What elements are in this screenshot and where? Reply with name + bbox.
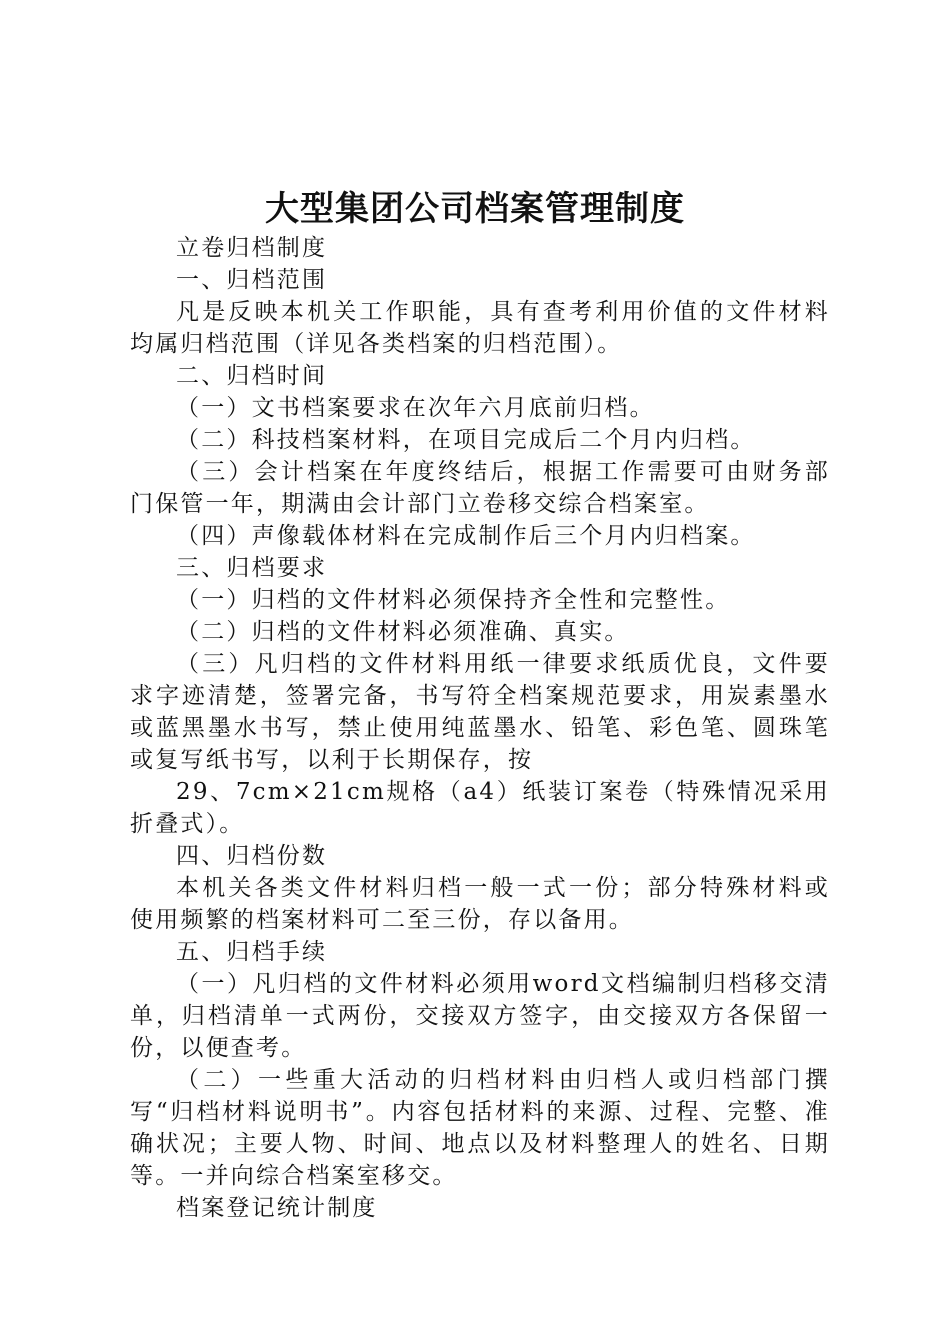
body-paragraph: （三）会计档案在年度终结后，根据工作需要可由财务部门保管一年，期满由会计部门立卷移交综合档案室。 bbox=[130, 459, 830, 517]
body-paragraph: 29、7cm×21cm规格（a4）纸装订案卷（特殊情况采用折叠式）。 bbox=[130, 779, 830, 837]
body-paragraph: （一）文书档案要求在次年六月底前归档。 bbox=[176, 395, 655, 421]
body-paragraph: （二）一些重大活动的归档材料由归档人或归档部门撰写“归档材料说明书”。内容包括材料的来源、过程、完整、准确状况；主要人物、时间、地点以及材料整理人的姓名、日期等。一并向综合档案室移交。 bbox=[130, 1067, 830, 1189]
body-paragraph: （一）凡归档的文件材料必须用word文档编制归档移交清单，归档清单一式两份，交接双方签字，由交接双方各保留一份，以便查考。 bbox=[130, 971, 830, 1061]
body-paragraph: 本机关各类文件材料归档一般一式一份；部分特殊材料或使用频繁的档案材料可二至三份，存以备用。 bbox=[130, 875, 830, 933]
subsection-heading: 二、归档时间 bbox=[176, 363, 328, 389]
document-title: 大型集团公司档案管理制度 bbox=[265, 189, 685, 229]
body-paragraph: （四）声像载体材料在完成制作后三个月内归档案。 bbox=[176, 523, 756, 549]
body-paragraph: （三）凡归档的文件材料用纸一律要求纸质优良，文件要求字迹清楚，签署完备，书写符全档案规范要求，用炭素墨水或蓝黑墨水书写，禁止使用纯蓝墨水、铅笔、彩色笔、圆珠笔或复写纸书写，以利于长期保存，按 bbox=[130, 651, 830, 773]
document-body bbox=[130, 232, 830, 1224]
subsection-heading: 一、归档范围 bbox=[176, 267, 328, 293]
subsection-heading: 五、归档手续 bbox=[176, 939, 328, 965]
body-paragraph: （二）归档的文件材料必须准确、真实。 bbox=[176, 619, 630, 645]
body-paragraph: （一）归档的文件材料必须保持齐全性和完整性。 bbox=[176, 587, 731, 613]
section-heading: 档案登记统计制度 bbox=[176, 1195, 378, 1221]
subsection-heading: 四、归档份数 bbox=[176, 843, 328, 869]
body-paragraph: （二）科技档案材料，在项目完成后二个月内归档。 bbox=[176, 427, 756, 453]
body-paragraph: 凡是反映本机关工作职能，具有查考利用价值的文件材料均属归档范围（详见各类档案的归档范围）。 bbox=[130, 299, 830, 357]
section-heading: 立卷归档制度 bbox=[176, 235, 328, 261]
subsection-heading: 三、归档要求 bbox=[176, 555, 328, 581]
